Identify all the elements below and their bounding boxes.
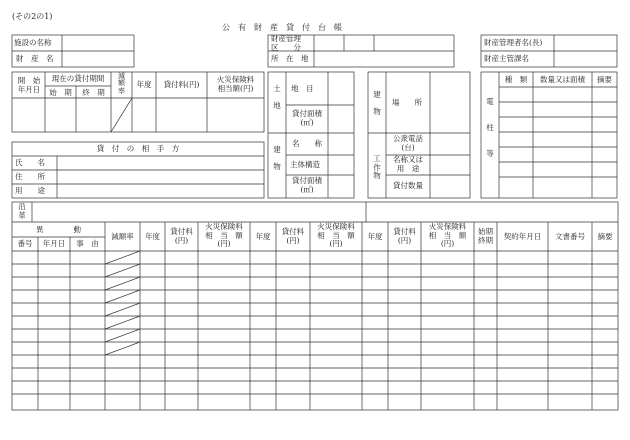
qty-label: 貸付数量 xyxy=(393,181,423,190)
pole-kind-label: 種 類 xyxy=(504,75,528,84)
contract-date-header: 契約年月日 xyxy=(503,232,542,241)
form-title: 公 有 財 産 貸 付 台 帳 xyxy=(222,23,342,32)
reduction-header: 減額率 xyxy=(111,232,134,241)
insurance-header-2: 火災保険料 相 当 額 (円) xyxy=(317,222,355,249)
name-use-label: 名称又は 用 途 xyxy=(393,155,423,173)
land-label: 土 地 xyxy=(273,84,281,111)
history-label: 沿 革 xyxy=(18,202,26,220)
insurance-header-1: 火災保険料 相 当 額 (円) xyxy=(205,222,243,249)
building-label: 建 物 xyxy=(273,145,281,172)
lessee-name-label: 氏 名 xyxy=(15,158,45,167)
utility-pole-label: 電 柱 等 xyxy=(486,97,494,158)
structure-label: 工 作 物 xyxy=(373,154,381,181)
change-header: 異 動 xyxy=(36,225,81,234)
dept-label: 財産主管課名 xyxy=(484,54,529,63)
current-period-label: 現在の貸付期間 xyxy=(51,74,105,83)
doc-no-header: 文書番号 xyxy=(555,232,585,241)
building-place-label: 場 所 xyxy=(392,98,422,107)
phone-label: 公衆電話 (台) xyxy=(393,134,423,152)
pole-note-label: 摘要 xyxy=(597,75,612,84)
building-structure-label: 主体構造 xyxy=(290,160,320,169)
land-area-label: 貸付面積 (㎡) xyxy=(292,109,322,127)
fee-label: 貸付料(円) xyxy=(163,80,200,89)
manager-label: 財産管理者名(長) xyxy=(484,38,543,47)
building-name-label: 名 称 xyxy=(292,139,322,148)
note-header: 摘要 xyxy=(597,232,613,241)
period-start-label: 始 期 xyxy=(49,88,72,97)
side-building-label: 建 物 xyxy=(373,90,381,117)
year-header-3: 年度 xyxy=(367,232,383,241)
year-header-2: 年度 xyxy=(255,232,271,241)
year-label: 年度 xyxy=(136,80,152,89)
fee-header-2: 貸付料 (円) xyxy=(281,227,305,245)
insurance-label: 火災保険料 相当額(円) xyxy=(216,75,255,93)
asset-name-label: 財 産 名 xyxy=(16,54,54,63)
facility-name-label: 施設の名称 xyxy=(14,38,52,47)
lessee-address-label: 住 所 xyxy=(15,172,45,181)
location-label: 所 在 地 xyxy=(271,54,309,63)
asset-class-label: 財産管理 区 分 xyxy=(271,34,301,52)
page-label: (その2の1) xyxy=(12,12,53,21)
insurance-header-3: 火災保険料 相 当 額 (円) xyxy=(428,222,467,249)
fee-header-1: 貸付料 (円) xyxy=(170,227,193,245)
building-area-label: 貸付面積 (㎡) xyxy=(292,176,322,194)
year-header-1: 年度 xyxy=(145,232,160,241)
no-header: 番号 xyxy=(17,239,33,248)
lessee-usage-label: 用 途 xyxy=(15,186,45,195)
start-end-header: 始期 終期 xyxy=(478,227,493,245)
start-date-label: 開 始 年月日 xyxy=(17,76,41,94)
land-category-label: 地 目 xyxy=(291,84,314,93)
period-end-label: 終 期 xyxy=(82,88,105,97)
reason-header: 事 由 xyxy=(76,239,99,248)
reduction-rate-label: 減 額 率 xyxy=(118,72,125,95)
fee-header-3: 貸付料 (円) xyxy=(393,227,416,245)
pole-qty-label: 数量又は面積 xyxy=(540,75,585,84)
lessee-header: 貸 付 の 相 手 方 xyxy=(96,144,180,153)
date-header: 年月日 xyxy=(42,239,66,248)
